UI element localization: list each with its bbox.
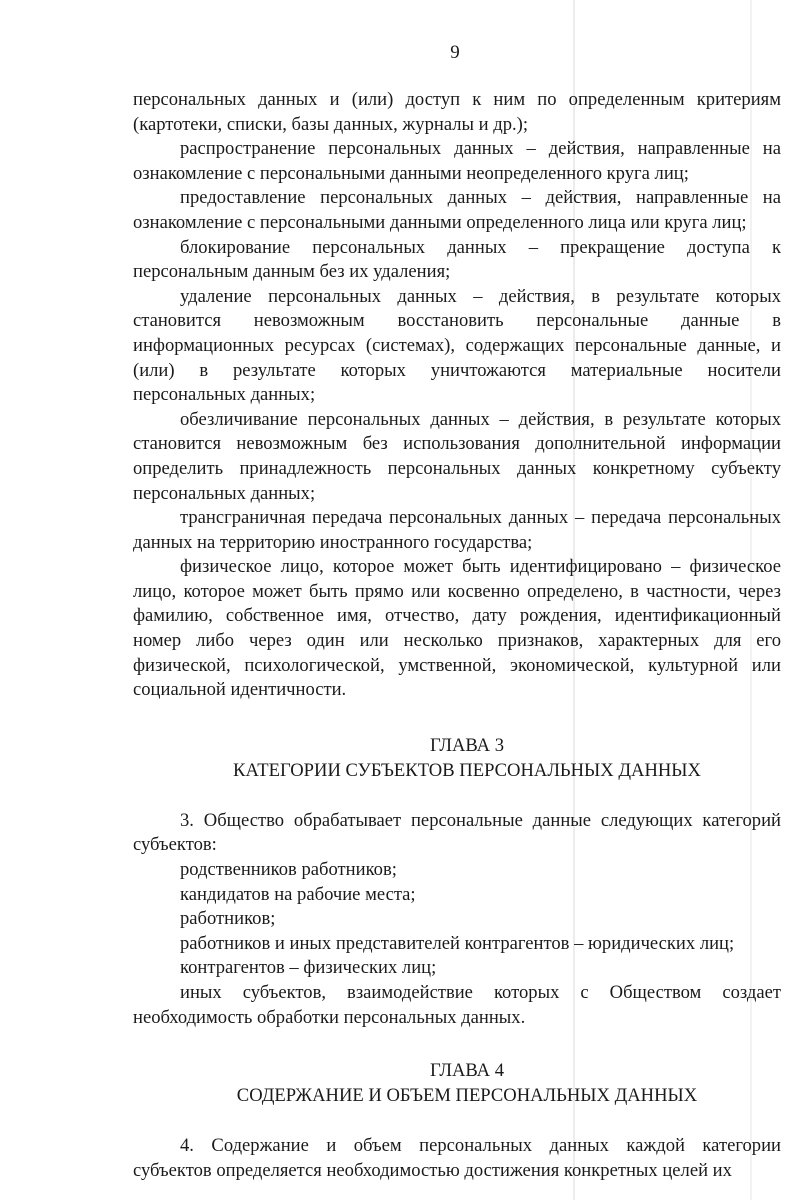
text-line: 4. Содержание и объем персональных данных каждой категории [180, 1135, 781, 1157]
document-body [133, 88, 781, 1183]
paragraph [133, 506, 781, 555]
text-line: фамилию, собственное имя, отчество, дату рождения, идентификационный [133, 605, 781, 627]
text-line: 3. Общество обрабатывает персональные данные следующих категорий [180, 809, 781, 831]
text-line: (картотеки, списки, базы данных, журналы и др.); [133, 113, 529, 135]
text-line: персональных данных; [133, 384, 316, 406]
text-line: необходимость обработки персональных данных. [133, 1006, 526, 1028]
chapter-3-title: КАТЕГОРИИ СУБЪЕКТОВ ПЕРСОНАЛЬНЫХ ДАННЫХ [233, 759, 701, 781]
text-line: номер либо через один или несколько признаков, характерных для его [133, 630, 781, 652]
paragraph [133, 88, 781, 137]
text-line: информационных ресурсах (системах), содержащих персональные данные, и [133, 334, 781, 356]
text-line: становится невозможным восстановить персональные данные в [133, 310, 781, 332]
definitions-section [133, 88, 781, 703]
text-line: контрагентов – физических лиц; [180, 957, 437, 979]
paragraph [133, 285, 781, 408]
chapter-4-body [133, 1134, 781, 1183]
text-line: физическое лицо, которое может быть идентифицировано – физическое [180, 556, 781, 578]
text-line: данных на территорию иностранного государства; [133, 531, 533, 553]
paragraph [133, 981, 781, 1030]
text-line: субъектов: [133, 834, 217, 856]
paragraph [133, 236, 781, 285]
text-line: обезличивание персональных данных – действия, в результате которых [180, 408, 781, 430]
text-line: персональных данных; [133, 482, 316, 504]
text-line: ознакомление с персональными данными неопределенного круга лиц; [133, 162, 689, 184]
text-line: персональным данным без их удаления; [133, 261, 451, 283]
paragraph [133, 907, 781, 932]
text-line: кандидатов на рабочие места; [180, 883, 416, 905]
text-line: работников и иных представителей контрагентов – юридических лиц; [180, 932, 735, 954]
chapter-3-label: ГЛАВА 3 [430, 734, 504, 756]
text-line: становится невозможным без использования дополнительной информации [133, 433, 781, 455]
text-line: родственников работников; [180, 859, 397, 881]
text-line: определить принадлежность персональных данных конкретному субъекту [133, 457, 781, 479]
paragraph [133, 137, 781, 186]
text-line: физической, психологической, умственной, экономической, культурной или [133, 654, 781, 676]
paragraph [133, 809, 781, 858]
text-line: предоставление персональных данных – действия, направленные на [180, 187, 781, 209]
paragraph [133, 186, 781, 235]
paragraph [133, 1134, 781, 1183]
page-number: 9 [450, 42, 460, 63]
paragraph [133, 555, 781, 703]
text-line: персональных данных и (или) доступ к ним по определенным критериям [133, 89, 781, 110]
paragraph [133, 883, 781, 908]
chapter-3-body [133, 809, 781, 1030]
text-line: иных субъектов, взаимодействие которых с Обществом создает [180, 982, 781, 1003]
text-line: ознакомление с персональными данными определенного лица или круга лиц; [133, 211, 747, 233]
text-line: (или) в результате которых уничтожаются материальные носители [133, 359, 781, 381]
chapter-4-title: СОДЕРЖАНИЕ И ОБЪЕМ ПЕРСОНАЛЬНЫХ ДАННЫХ [236, 1085, 698, 1107]
text-line: удаление персональных данных – действия, в результате которых [180, 285, 781, 307]
paragraph [133, 408, 781, 506]
paragraph [133, 932, 781, 957]
text-line: лицо, которое может быть прямо или косвенно определено, в частности, через [133, 580, 781, 602]
text-line: распространение персональных данных – действия, направленные на [180, 138, 781, 160]
paragraph [133, 956, 781, 981]
text-line: трансграничная передача персональных данных – передача персональных [180, 507, 781, 529]
paragraph [133, 858, 781, 883]
text-line: блокирование персональных данных – прекращение доступа к [180, 236, 781, 258]
text-line: социальной идентичности. [133, 679, 347, 701]
text-line: субъектов определяется необходимостью достижения конкретных целей их [133, 1159, 732, 1181]
chapter-4-label: ГЛАВА 4 [430, 1060, 504, 1082]
text-line: работников; [180, 908, 276, 930]
